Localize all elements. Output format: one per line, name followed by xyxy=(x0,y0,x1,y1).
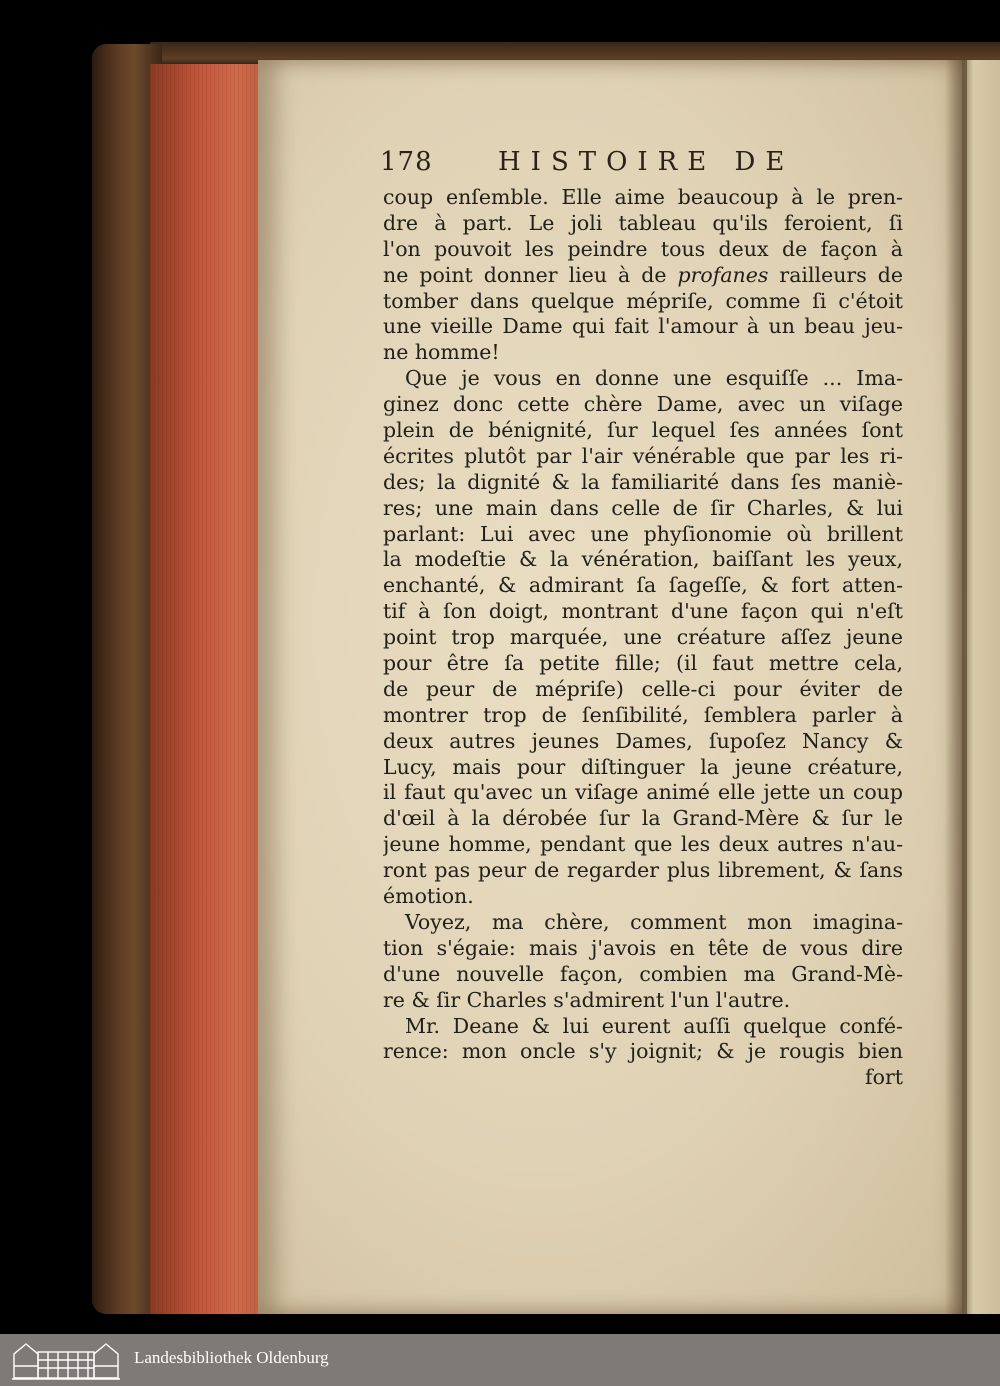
gutter-shadow xyxy=(945,60,967,1314)
text-line: point trop marquée, une créature aſſez jeune xyxy=(383,625,903,650)
facing-page-edge xyxy=(962,60,1000,1314)
text-line: d'une nouvelle façon, combien ma Grand-Mè- xyxy=(383,961,903,986)
text-line: ginez donc cette chère Dame, avec un viſage xyxy=(383,392,903,417)
library-name: Landesbibliothek Oldenburg xyxy=(134,1348,329,1367)
text-line: montrer trop de ſenſibilité, ſemblera parler à xyxy=(383,702,903,727)
text-line: deux autres jeunes Dames, ſupoſez Nancy & xyxy=(383,728,903,753)
text-line: il faut qu'avec un viſage animé elle jette un coup xyxy=(383,780,903,805)
text-line: tif à ſon doigt, montrant d'une façon qui n'eſt xyxy=(383,599,903,624)
text-line: ne point donner lieu à de profanes railleurs de xyxy=(383,262,903,287)
text-line: d'œil à la dérobée ſur la Grand-Mère & ſur le xyxy=(383,806,903,831)
text-line: la modeſtie & la vénération, baiſſant les yeux, xyxy=(383,547,903,572)
text-line: tomber dans quelque mépriſe, comme ſi c'étoit xyxy=(383,288,903,313)
page-header xyxy=(380,145,900,181)
body-text xyxy=(383,185,903,1091)
text-line: Lucy, mais pour diſtinguer la jeune créature, xyxy=(383,754,903,779)
library-footer xyxy=(0,1334,1000,1386)
text-line: jeune homme, pendant que les deux autres n'au- xyxy=(383,832,903,857)
text-line: rence: mon oncle s'y joignit; & je rougis bien xyxy=(383,1039,903,1064)
text-line: tion s'égaie: mais j'avois en tête de vous dire xyxy=(383,935,903,960)
text-line: Voyez, ma chère, comment mon imagina- xyxy=(405,909,903,934)
text-line: ne homme! xyxy=(383,340,500,365)
text-line: Que je vous en donne une esquiſſe ... Ima- xyxy=(405,366,903,391)
text-line: ront pas peur de regarder plus librement, & ſans xyxy=(383,858,903,883)
italic-word: profanes xyxy=(677,262,769,287)
text-line: enchanté, & admirant ſa ſageſſe, & fort atten- xyxy=(383,573,903,598)
text-line: plein de bénignité, ſur lequel ſes années ſont xyxy=(383,418,903,443)
text-line: parlant: Lui avec une phyſionomie où brillent xyxy=(383,521,903,546)
text-line: de peur de mépriſe) celle-ci pour éviter de xyxy=(383,676,903,701)
text-line: des; la dignité & la familiarité dans ſes maniè- xyxy=(383,469,903,494)
text-line: re & ſir Charles s'admirent l'un l'autre. xyxy=(383,987,791,1012)
text-line: Mr. Deane & lui eurent auſſi quelque confé- xyxy=(405,1013,903,1038)
catchword: fort xyxy=(865,1065,903,1090)
page-edges xyxy=(150,64,274,1314)
text-line: une vieille Dame qui fait l'amour à un beau jeu- xyxy=(383,314,903,339)
text-line: écrites plutôt par l'air vénérable que par les ri- xyxy=(383,443,903,468)
text-line: émotion. xyxy=(383,884,474,909)
page-number: 178 xyxy=(380,147,433,177)
text-line: pour être ſa petite fille; (il faut mettre cela, xyxy=(383,651,903,676)
text-line: l'on pouvoit les peindre tous deux de façon à xyxy=(383,236,903,261)
text-line: dre à part. Le joli tableau qu'ils feroient, ſi xyxy=(383,210,903,235)
text-line: res; une main dans celle de ſir Charles, & lui xyxy=(383,495,903,520)
library-building-icon xyxy=(10,1340,122,1380)
text-line: coup enſemble. Elle aime beaucoup à le pren- xyxy=(383,185,903,209)
running-title: HISTOIRE DE xyxy=(498,147,795,177)
